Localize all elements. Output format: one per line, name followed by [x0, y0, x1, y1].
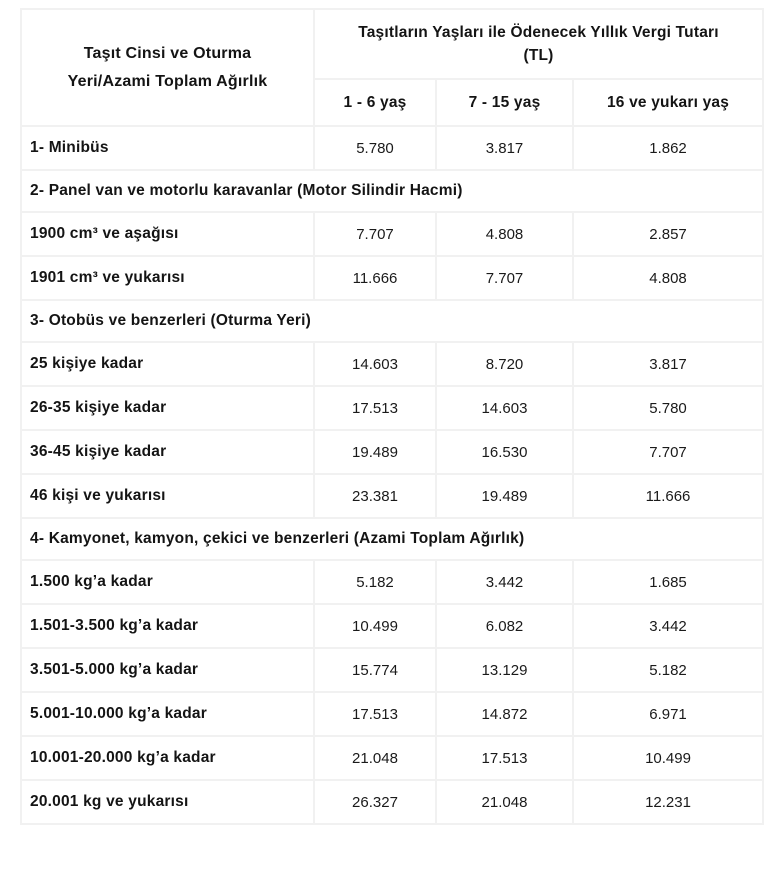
- tax-value: 1.862: [573, 126, 763, 170]
- tax-value: 17.513: [436, 736, 573, 780]
- tax-value: 14.603: [314, 342, 436, 386]
- tax-value: 4.808: [436, 212, 573, 256]
- group-header-line2: (TL): [523, 47, 554, 64]
- tax-value: 5.780: [314, 126, 436, 170]
- section-row-panelvan: [21, 170, 763, 212]
- tax-value: 17.513: [314, 692, 436, 736]
- group-header-line1: Taşıtların Yaşları ile Ödenecek Yıllık Vergi Tutarı: [358, 23, 719, 41]
- tax-value: 10.499: [573, 736, 763, 780]
- row-label: 46 kişi ve yukarısı: [21, 474, 314, 518]
- section-label: 2- Panel van ve motorlu karavanlar (Motor Silindir Hacmi): [21, 170, 763, 212]
- tax-value: 8.720: [436, 342, 573, 386]
- table-row-minibus: [21, 126, 763, 170]
- tax-value: 13.129: [436, 648, 573, 692]
- tax-value: 11.666: [314, 256, 436, 300]
- tax-value: 14.872: [436, 692, 573, 736]
- row-label: 10.001-20.000 kg’a kadar: [21, 736, 314, 780]
- tax-value: 4.808: [573, 256, 763, 300]
- table-row: [21, 386, 763, 430]
- group-header-cell: [314, 9, 763, 79]
- table-row: [21, 342, 763, 386]
- tax-value: 3.442: [436, 560, 573, 604]
- table-row: [21, 604, 763, 648]
- table-row: [21, 736, 763, 780]
- tax-value: 12.231: [573, 780, 763, 824]
- row-label: 1901 cm³ ve yukarısı: [21, 256, 314, 300]
- corner-header-label: Taşıt Cinsi ve Oturma Yeri/Azami Toplam Ağırlık: [67, 45, 268, 90]
- age-column-header-7-15: 7 - 15 yaş: [436, 79, 573, 126]
- tax-value: 2.857: [573, 212, 763, 256]
- tax-value: 7.707: [436, 256, 573, 300]
- tax-value: 3.817: [436, 126, 573, 170]
- row-label: 1900 cm³ ve aşağısı: [21, 212, 314, 256]
- tax-value: 21.048: [314, 736, 436, 780]
- table-row: [21, 692, 763, 736]
- table-row: [21, 212, 763, 256]
- table-row: [21, 780, 763, 824]
- section-row-kamyonet: [21, 518, 763, 560]
- tax-value: 23.381: [314, 474, 436, 518]
- tax-value: 11.666: [573, 474, 763, 518]
- row-label: 1.501-3.500 kg’a kadar: [21, 604, 314, 648]
- row-label: 26-35 kişiye kadar: [21, 386, 314, 430]
- section-label: 3- Otobüs ve benzerleri (Oturma Yeri): [21, 300, 763, 342]
- tax-value: 10.499: [314, 604, 436, 648]
- table-row: [21, 256, 763, 300]
- vehicle-tax-table: [20, 8, 764, 825]
- tax-value: 3.817: [573, 342, 763, 386]
- row-label: 3.501-5.000 kg’a kadar: [21, 648, 314, 692]
- tax-value: 15.774: [314, 648, 436, 692]
- row-label: 25 kişiye kadar: [21, 342, 314, 386]
- tax-value: 14.603: [436, 386, 573, 430]
- row-label: 5.001-10.000 kg’a kadar: [21, 692, 314, 736]
- tax-value: 5.182: [314, 560, 436, 604]
- age-column-header-1-6: 1 - 6 yaş: [314, 79, 436, 126]
- table-row: [21, 430, 763, 474]
- corner-header-cell: [21, 9, 314, 126]
- table-row: [21, 560, 763, 604]
- tax-value: 16.530: [436, 430, 573, 474]
- age-column-header-16plus: 16 ve yukarı yaş: [573, 79, 763, 126]
- tax-value: 6.082: [436, 604, 573, 648]
- section-row-otobus: [21, 300, 763, 342]
- header-row-group: [21, 9, 763, 79]
- tax-value: 7.707: [314, 212, 436, 256]
- tax-value: 3.442: [573, 604, 763, 648]
- row-label: 1- Minibüs: [21, 126, 314, 170]
- row-label: 36-45 kişiye kadar: [21, 430, 314, 474]
- tax-value: 26.327: [314, 780, 436, 824]
- tax-value: 21.048: [436, 780, 573, 824]
- tax-value: 6.971: [573, 692, 763, 736]
- tax-value: 19.489: [436, 474, 573, 518]
- tax-value: 5.182: [573, 648, 763, 692]
- tax-value: 7.707: [573, 430, 763, 474]
- vehicle-tax-table-container: [20, 8, 764, 825]
- row-label: 20.001 kg ve yukarısı: [21, 780, 314, 824]
- table-row: [21, 474, 763, 518]
- row-label: 1.500 kg’a kadar: [21, 560, 314, 604]
- tax-value: 19.489: [314, 430, 436, 474]
- section-label: 4- Kamyonet, kamyon, çekici ve benzerleri (Azami Toplam Ağırlık): [21, 518, 763, 560]
- tax-value: 5.780: [573, 386, 763, 430]
- tax-value: 1.685: [573, 560, 763, 604]
- table-row: [21, 648, 763, 692]
- tax-value: 17.513: [314, 386, 436, 430]
